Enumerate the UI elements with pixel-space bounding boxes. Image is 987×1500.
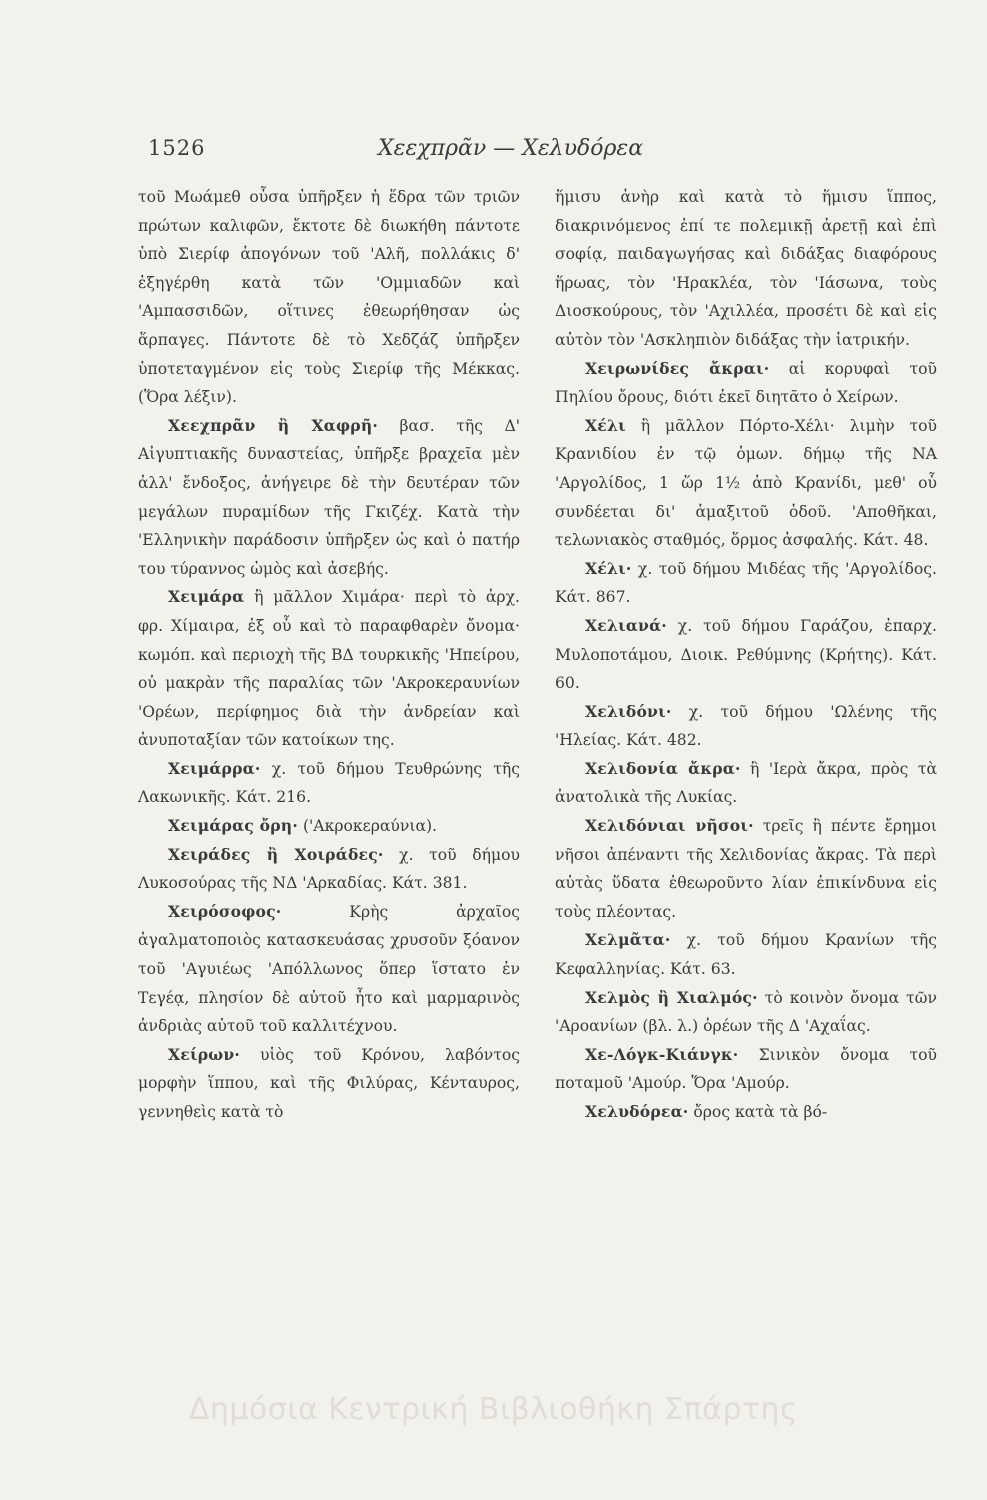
page-number: 1526 — [148, 136, 206, 160]
dictionary-entry — [138, 898, 520, 1041]
entry-headword: Χε-Λόγκ-Κιάνγκ· — [585, 1044, 739, 1064]
entry-headword: Χειμάρρα· — [168, 758, 261, 778]
entry-text: ('Ακροκεραύνια). — [297, 817, 438, 836]
entry-headword: Χελμᾶτα· — [585, 930, 671, 950]
left-column — [138, 183, 520, 1127]
entry-text: αἱ κορυφαὶ τοῦ Πηλίου ὄρους, διότι ἐκεῖ διητᾶτο ὁ Χείρων. — [555, 359, 937, 407]
dictionary-entry — [555, 412, 937, 555]
dictionary-entry — [138, 812, 520, 841]
dictionary-entry — [555, 812, 937, 926]
entry-text: τὸ κοινὸν ὄνομα τῶν 'Αροανίων (βλ. λ.) ὀρέων τῆς Δ 'Αχαΐας. — [555, 988, 937, 1036]
entry-headword: Χειρόσοφος· — [168, 901, 282, 921]
entry-text: βασ. τῆς Δ' Αἰγυπτιακῆς δυναστείας, ὑπῆρξε βραχεῖα μὲν ἀλλ' ἔνδοξος, ἀνήγειρε δὲ τὴν δευτέραν τῶν μεγάλων πυραμίδων τῆς Γκιζέχ. Κατὰ τὴν 'Ελληνικὴν παράδοσιν ὑπῆρξεν ὡς καὶ ὁ πατήρ του τύραννος ὠμὸς καὶ ἀσεβής. — [138, 416, 520, 578]
entry-headword: Χελιδόνι· — [585, 701, 672, 721]
entry-headword: Χειμάρας ὄρη· — [168, 816, 298, 836]
entry-text: χ. τοῦ δήμου Τευθρώνης τῆς Λακωνικῆς. Κάτ. 216. — [138, 759, 520, 807]
entry-headword: Χελιανά· — [585, 615, 667, 635]
entry-text: χ. τοῦ δήμου Κρανίων τῆς Κεφαλληνίας. Κάτ. 63. — [555, 931, 937, 979]
dictionary-entry — [555, 355, 937, 412]
dictionary-entry — [555, 984, 937, 1041]
dictionary-entry — [138, 1041, 520, 1127]
continued-text — [555, 183, 937, 355]
entry-headword: Χειράδες ἢ Χοιράδες· — [168, 844, 384, 864]
right-column — [555, 183, 937, 1127]
entry-text: ἢ μᾶλλον Πόρτο-Χέλι· λιμὴν τοῦ Κρανιδίου ἐν τῷ ὁμων. δήμῳ τῆς ΝΑ 'Αργολίδος, 1 ὥρ 1½ ἀπὸ Κρανίδι, μεθ' οὗ συνδέεται δι' ἁμαξιτοῦ ὁδοῦ. 'Αποθῆκαι, τελωνιακὸς σταθμός, ὅρμος ἀσφαλής. Κάτ. 48. — [555, 416, 937, 550]
continued-text — [138, 183, 520, 412]
entry-text: τοῦ Μωάμεθ οὖσα ὑπῆρξεν ἡ ἕδρα τῶν τριῶν πρώτων καλιφῶν, ἔκτοτε δὲ διωκήθη πάντοτε ὑπὸ Σιερίφ ἀπογόνων τοῦ 'Αλῆ, πολλάκις δ' ἐξηγέρθη κατὰ τῶν 'Ομμιαδῶν καὶ 'Αμπασσιδῶν, οἵτινες ἐθεωρήθησαν ὡς ἅρπαγες. Πάντοτε δὲ τὸ Χεδζάζ ὑπῆρξεν ὑποτεταγμένον εἰς τοὺς Σιερίφ τῆς Μέκκας.(Ὅρα λέξιν). — [138, 188, 520, 407]
dictionary-entry — [138, 841, 520, 898]
dictionary-entry — [555, 612, 937, 698]
entry-text: Σινικὸν ὄνομα τοῦ ποταμοῦ 'Αμούρ. Ὅρα 'Αμούρ. — [555, 1045, 937, 1093]
entry-text: ἢ 'Ιερὰ ἄκρα, πρὸς τὰ ἀνατολικὰ τῆς Λυκίας. — [555, 759, 937, 807]
running-title: Χεεχπρᾶν — Χελυδόρεα — [378, 136, 644, 161]
entry-text: ἢ μᾶλλον Χιμάρα· περὶ τὸ ἀρχ. φρ. Χίμαιρα, ἐξ οὗ καὶ τὸ παραφθαρὲν ὄνομα· κωμόπ. καὶ περιοχὴ τῆς ΒΔ τουρκικῆς 'Ηπείρου, οὐ μακρὰν τῆς παραλίας τῶν 'Ακροκεραυνίων 'Ορέων, περίφημος διὰ τὴν ἀνδρείαν καὶ ἀνυποταξίαν τῶν κατοίκων της. — [138, 588, 520, 750]
dictionary-entry — [555, 755, 937, 812]
entry-headword: Χελιδόνιαι νῆσοι· — [585, 816, 754, 836]
entry-headword: Χελιδονία ἄκρα· — [585, 758, 741, 778]
entry-headword: Χειμάρα — [168, 587, 245, 607]
entry-headword: Χελυδόρεα· — [585, 1102, 689, 1121]
dictionary-entry — [138, 583, 520, 755]
entry-headword: Χέλι· — [585, 558, 632, 578]
entry-text: χ. τοῦ δήμου Λυκοσούρας τῆς ΝΔ 'Αρκαδίας. Κάτ. 381. — [138, 845, 520, 893]
dictionary-entry — [138, 755, 520, 812]
entry-headword: Χέλι — [585, 415, 626, 435]
dictionary-entry — [555, 555, 937, 612]
entry-text: χ. τοῦ δήμου Μιδέας τῆς 'Αργολίδος. Κάτ. 867. — [555, 559, 937, 607]
entry-text: χ. τοῦ δήμου 'Ωλένης τῆς 'Ηλείας. Κάτ. 482. — [555, 702, 937, 750]
entry-text: Κρὴς ἀρχαῖος ἀγαλματοποιὸς κατασκευάσας χρυσοῦν ξόανον τοῦ 'Αγυιέως 'Απόλλωνος ὅπερ ἵστατο ἐν Τεγέᾳ, πλησίον δὲ αὐτοῦ ἦτο καὶ μαρμαρινὸς ἀνδριὰς αὐτοῦ τοῦ καλλιτέχνου. — [138, 902, 520, 1036]
dictionary-entry — [555, 1098, 937, 1127]
entry-text: ὄρος κατὰ τὰ βό- — [688, 1103, 828, 1121]
library-watermark: Δημόσια Κεντρική Βιβλιοθήκη Σπάρτης — [188, 1392, 799, 1427]
dictionary-entry — [555, 926, 937, 983]
entry-headword: Χείρων· — [168, 1044, 240, 1064]
entry-text: τρεῖς ἢ πέντε ἔρημοι νῆσοι ἀπέναντι τῆς Χελιδονίας ἄκρας. Τὰ περὶ αὐτὰς ὕδατα ἐθεωροῦντο λίαν ἐπικίνδυνα εἰς τοὺς πλέοντας. — [555, 817, 937, 921]
entry-headword: Χελμὸς ἢ Χιαλμός· — [585, 987, 758, 1007]
dictionary-entry — [138, 412, 520, 584]
entry-headword: Χειρωνίδες ἄκραι· — [585, 358, 770, 378]
page-header — [148, 136, 688, 176]
entry-text: υἱὸς τοῦ Κρόνου, λαβόντος μορφὴν ἵππου, καὶ τῆς Φιλύρας, Κένταυρος, γεννηθεὶς κατὰ τὸ — [138, 1045, 520, 1121]
dictionary-entry — [555, 698, 937, 755]
dictionary-entry — [555, 1041, 937, 1098]
entry-text: ἥμισυ ἀνὴρ καὶ κατὰ τὸ ἥμισυ ἵππος, διακρινόμενος ἐπί τε πολεμικῇ ἀρετῇ καὶ ἐπὶ σοφίᾳ, παιδαγωγήσας καὶ διδάξας διαφόρους ἥρωας, τὸν 'Ηρακλέα, τὸν 'Ιάσωνα, τοὺς Διοσκούρους, τὸν 'Αχιλλέα, προσέτι δὲ καὶ εἰς αὐτὸν τὸν 'Ασκληπιὸν διδάξας τὴν ἰατρικήν. — [555, 188, 937, 349]
entry-headword: Χεεχπρᾶν ἢ Χαφρῆ· — [168, 415, 379, 435]
entry-text: χ. τοῦ δήμου Γαράζου, ἐπαρχ. Μυλοποτάμου, Διοικ. Ρεθύμνης (Κρήτης). Κάτ. 60. — [555, 616, 937, 693]
